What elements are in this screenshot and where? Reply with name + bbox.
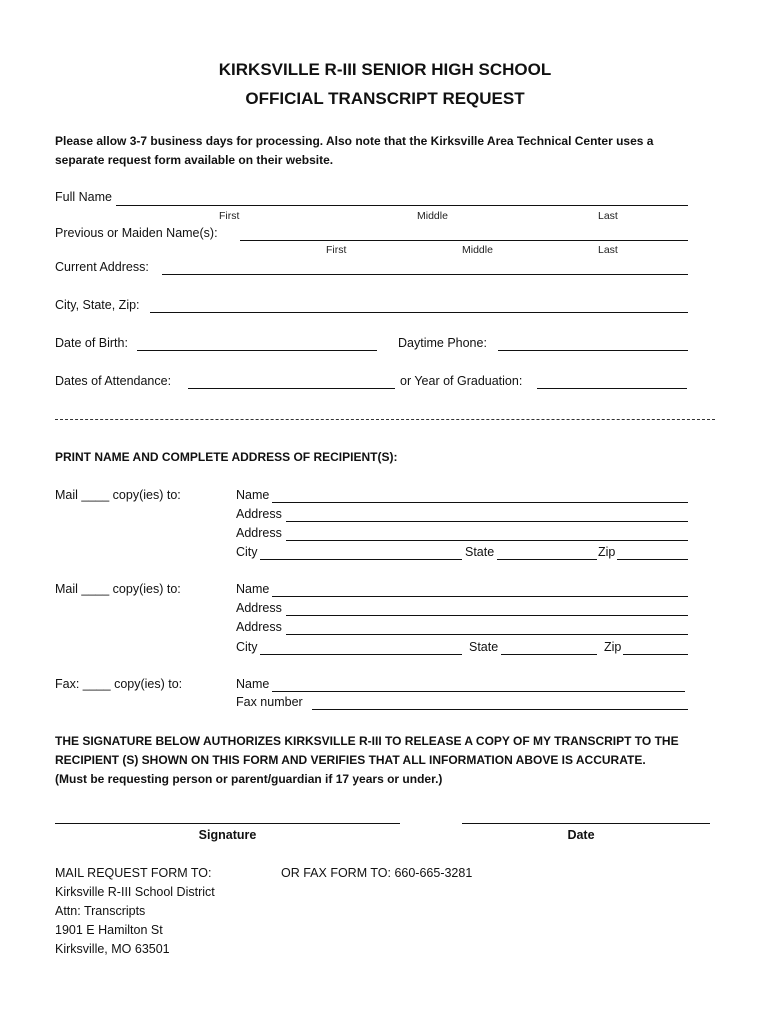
recipient-2-zip-field[interactable]	[623, 654, 688, 655]
full-name-label: Full Name	[55, 190, 112, 204]
date-of-birth-field[interactable]	[137, 350, 377, 351]
recipient-2-address-label-1: Address	[236, 601, 282, 615]
mail-address-line-1: Kirksville R-III School District	[55, 885, 215, 899]
recipient-2-state-field[interactable]	[501, 654, 597, 655]
recipient-2-name-field[interactable]	[272, 596, 688, 597]
notice-line-2: separate request form available on their website.	[55, 153, 334, 167]
mail-copies-label-1: Mail ____ copy(ies) to:	[55, 488, 181, 502]
current-address-label: Current Address:	[55, 260, 149, 274]
mail-address-line-3: 1901 E Hamilton St	[55, 923, 163, 937]
dates-attendance-label: Dates of Attendance:	[55, 374, 172, 388]
recipient-2-address-field-1[interactable]	[286, 615, 688, 616]
city-state-zip-field[interactable]	[150, 312, 688, 313]
recipient-1-address-label-1: Address	[236, 507, 282, 521]
full-name-middle-caption: Middle	[417, 210, 448, 222]
daytime-phone-field[interactable]	[498, 350, 688, 351]
recipient-1-zip-field[interactable]	[617, 559, 688, 560]
daytime-phone-label: Daytime Phone:	[398, 336, 487, 350]
fax-form-to: OR FAX FORM TO: 660-665-3281	[281, 866, 473, 880]
recipient-2-address-field-2[interactable]	[286, 634, 688, 635]
mail-address-line-4: Kirksville, MO 63501	[55, 942, 170, 956]
form-title-school: KIRKSVILLE R-III SENIOR HIGH SCHOOL	[218, 60, 552, 79]
previous-name-label: Previous or Maiden Name(s):	[55, 226, 218, 240]
recipient-2-state-label: State	[469, 640, 499, 654]
recipient-1-address-field-1[interactable]	[286, 521, 688, 522]
year-graduation-label: or Year of Graduation:	[400, 374, 523, 388]
fax-copies-label: Fax: ____ copy(ies) to:	[55, 677, 183, 691]
current-address-field[interactable]	[162, 274, 688, 275]
city-state-zip-label: City, State, Zip:	[55, 298, 140, 312]
signature-field[interactable]	[55, 823, 400, 824]
date-field[interactable]	[462, 823, 710, 824]
recipient-2-city-field[interactable]	[260, 654, 462, 655]
fax-number-field[interactable]	[312, 709, 688, 710]
fax-number-label: Fax number	[236, 695, 303, 709]
recipient-2-zip-label: Zip	[604, 640, 622, 654]
recipient-1-address-field-2[interactable]	[286, 540, 688, 541]
authorization-line-3: (Must be requesting person or parent/guardian if 17 years or under.)	[55, 772, 443, 786]
signature-label: Signature	[198, 828, 257, 842]
notice-line-1: Please allow 3-7 business days for processing. Also note that the Kirksville Area Technical Center uses a	[55, 134, 654, 148]
recipient-1-city-label: City	[236, 545, 258, 559]
full-name-first-caption: First	[219, 210, 240, 222]
recipients-heading: PRINT NAME AND COMPLETE ADDRESS OF RECIPIENT(S):	[55, 450, 398, 464]
recipient-1-state-label: State	[465, 545, 495, 559]
recipient-1-zip-label: Zip	[598, 545, 616, 559]
full-name-field[interactable]	[116, 205, 688, 206]
previous-name-first-caption: First	[326, 244, 347, 256]
recipient-1-address-label-2: Address	[236, 526, 282, 540]
recipient-2-city-label: City	[236, 640, 258, 654]
section-divider	[55, 419, 715, 420]
date-of-birth-label: Date of Birth:	[55, 336, 128, 350]
authorization-line-2: RECIPIENT (S) SHOWN ON THIS FORM AND VERIFIES THAT ALL INFORMATION ABOVE IS ACCURATE.	[55, 753, 646, 767]
dates-attendance-field[interactable]	[188, 388, 395, 389]
mail-request-heading: MAIL REQUEST FORM TO:	[55, 866, 212, 880]
recipient-1-city-field[interactable]	[260, 559, 462, 560]
previous-name-middle-caption: Middle	[462, 244, 493, 256]
previous-name-field[interactable]	[240, 240, 688, 241]
recipient-2-name-label: Name	[236, 582, 270, 596]
recipient-1-state-field[interactable]	[497, 559, 597, 560]
recipient-3-name-field[interactable]	[272, 691, 685, 692]
date-label: Date	[567, 828, 595, 842]
form-title-request: OFFICIAL TRANSCRIPT REQUEST	[245, 89, 525, 108]
mail-copies-label-2: Mail ____ copy(ies) to:	[55, 582, 181, 596]
previous-name-last-caption: Last	[598, 244, 618, 256]
full-name-last-caption: Last	[598, 210, 618, 222]
mail-address-line-2: Attn: Transcripts	[55, 904, 146, 918]
recipient-1-name-field[interactable]	[272, 502, 688, 503]
authorization-line-1: THE SIGNATURE BELOW AUTHORIZES KIRKSVILLE R-III TO RELEASE A COPY OF MY TRANSCRIPT TO THE	[55, 734, 679, 748]
year-graduation-field[interactable]	[537, 388, 687, 389]
recipient-3-name-label: Name	[236, 677, 270, 691]
recipient-2-address-label-2: Address	[236, 620, 282, 634]
recipient-1-name-label: Name	[236, 488, 270, 502]
